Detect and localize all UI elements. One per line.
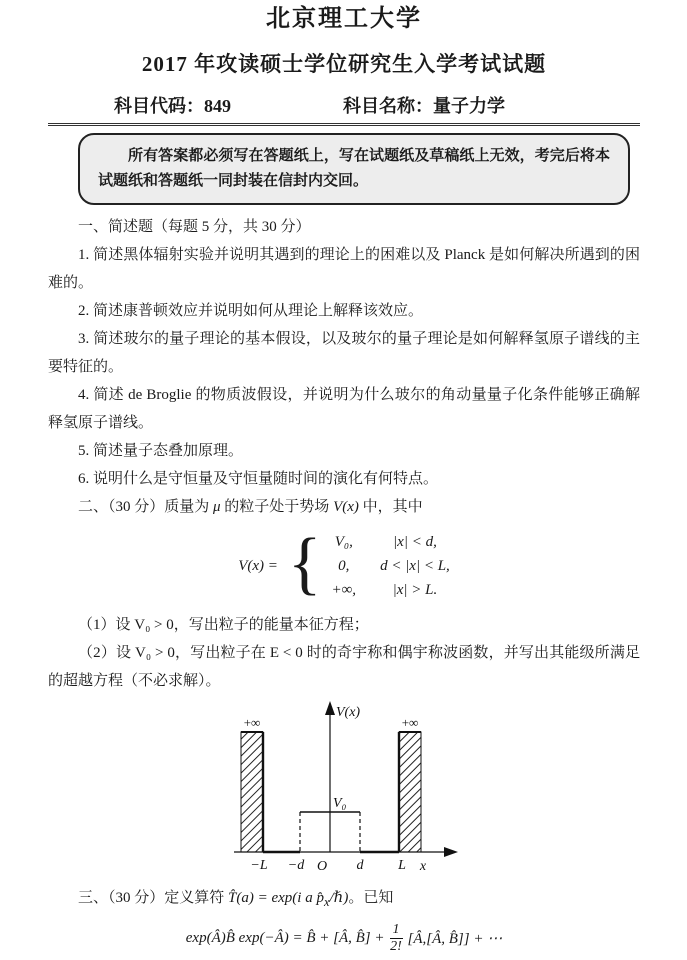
question-item-1: 1. 简述黑体辐射实验并说明其遇到的理论上的困难以及 Planck 是如何解决所遇到的困难的。 <box>48 247 640 291</box>
plus-infinity-right-label: +∞ <box>401 715 419 730</box>
question-item-4: 4. 简述 de Broglie 的物质波假设，并说明为什么玻尔的角动量量子化条件能够正确解释氢原子谱线。 <box>48 387 640 431</box>
question-item-3: 3. 简述玻尔的量子理论的基本假设，以及玻尔的量子理论是如何解释氢原子谱线的主要特征的。 <box>48 331 640 375</box>
right-infinite-wall <box>399 732 421 852</box>
case-condition-3: |x| > L. <box>392 582 438 598</box>
potential-figure <box>48 699 640 884</box>
section2-intro-mid: 的粒子处于势场 <box>220 499 334 515</box>
plus-infinity-left-label: +∞ <box>243 715 261 730</box>
tick-neg-d: −d <box>287 858 305 873</box>
x-axis-arrow <box>444 847 458 857</box>
question-item-6: 6. 说明什么是守恒量及守恒量随时间的演化有何特点。 <box>78 471 439 487</box>
subject-row <box>48 94 640 126</box>
fraction-denominator: 2! <box>390 939 402 955</box>
cases-brace: { <box>287 525 322 602</box>
left-infinite-wall <box>241 732 263 852</box>
subject-name-value: 量子力学 <box>433 96 505 116</box>
v-axis-arrow <box>325 701 335 715</box>
bch-left: exp(Â)B̂ exp(−Â) = B̂ + [Â, B̂] + <box>185 930 385 947</box>
section3-intro <box>48 884 640 916</box>
question-item-5: 5. 简述量子态叠加原理。 <box>78 443 244 459</box>
section3-intro-suffix: 。已知 <box>348 890 394 906</box>
potential-symbol: V(x) <box>333 499 359 515</box>
subject-name <box>343 94 505 118</box>
operator-definition-subscript: x <box>323 895 330 909</box>
case-value-3: +∞, <box>331 582 357 598</box>
mu-symbol: μ <box>213 499 221 515</box>
notice-box <box>78 133 630 205</box>
tick-d: d <box>356 858 364 873</box>
subquestion-1: （1）设 V₀ > 0，写出粒子的能量本征方程； <box>78 617 369 633</box>
question-item-2: 2. 简述康普顿效应并说明如何从理论上解释该效应。 <box>78 303 424 319</box>
v-axis-label: V(x) <box>336 705 361 720</box>
bch-expansion-formula <box>48 922 640 955</box>
section3-intro-prefix: 三、（30 分）定义算符 <box>78 890 229 906</box>
case-condition-1: |x| < d, <box>393 534 437 550</box>
potential-diagram <box>226 699 462 879</box>
subject-code-label: 科目代码： <box>114 96 204 116</box>
fraction-numerator: 1 <box>390 922 403 939</box>
case-value-1: V₀, <box>334 534 353 550</box>
tick-L: L <box>398 858 406 873</box>
subject-name-label: 科目名称： <box>343 96 433 116</box>
exam-title: 2017 年攻读硕士学位研究生入学考试试题 <box>141 52 547 76</box>
section2-intro-tail: 中，其中 <box>358 499 423 515</box>
x-axis-label: x <box>419 859 427 874</box>
section2-intro-text: 二、（30 分）质量为 <box>78 499 214 515</box>
operator-definition-main: T̂(a) = exp(i a p̂ <box>228 890 324 906</box>
operator-definition-tail: /ℏ) <box>329 890 349 906</box>
bch-right: [Â,[Â, B̂]] + ⋯ <box>407 931 503 948</box>
v0-label: V₀ <box>333 796 347 811</box>
subject-code <box>114 94 231 118</box>
case-value-2: 0, <box>338 558 350 574</box>
cases-grid <box>331 530 449 602</box>
section1-heading: 一、简述题（每题 5 分，共 30 分） <box>78 219 311 235</box>
fraction <box>390 922 403 955</box>
section2-intro <box>48 493 640 521</box>
tick-origin: O <box>316 859 328 874</box>
subject-code-value: 849 <box>204 96 231 116</box>
subquestion-2: （2）设 V₀ > 0，写出粒子在 E < 0 时的奇宇称和偶宇称波函数，并写出其能级所满足的超越方程（不必求解）。 <box>48 645 640 689</box>
equation-lhs: V(x) = <box>238 557 278 574</box>
case-condition-2: d < |x| < L, <box>380 558 450 574</box>
piecewise-potential-equation <box>48 525 640 607</box>
notice-text: 所有答案都必须写在答题纸上，写在试题纸及草稿纸上无效，考完后将本试题纸和答题纸一同封装在信封内交回。 <box>98 147 610 189</box>
tick-neg-L: −L <box>250 858 268 873</box>
university-title: 北京理工大学 <box>266 6 422 32</box>
operator-definition <box>228 890 349 909</box>
